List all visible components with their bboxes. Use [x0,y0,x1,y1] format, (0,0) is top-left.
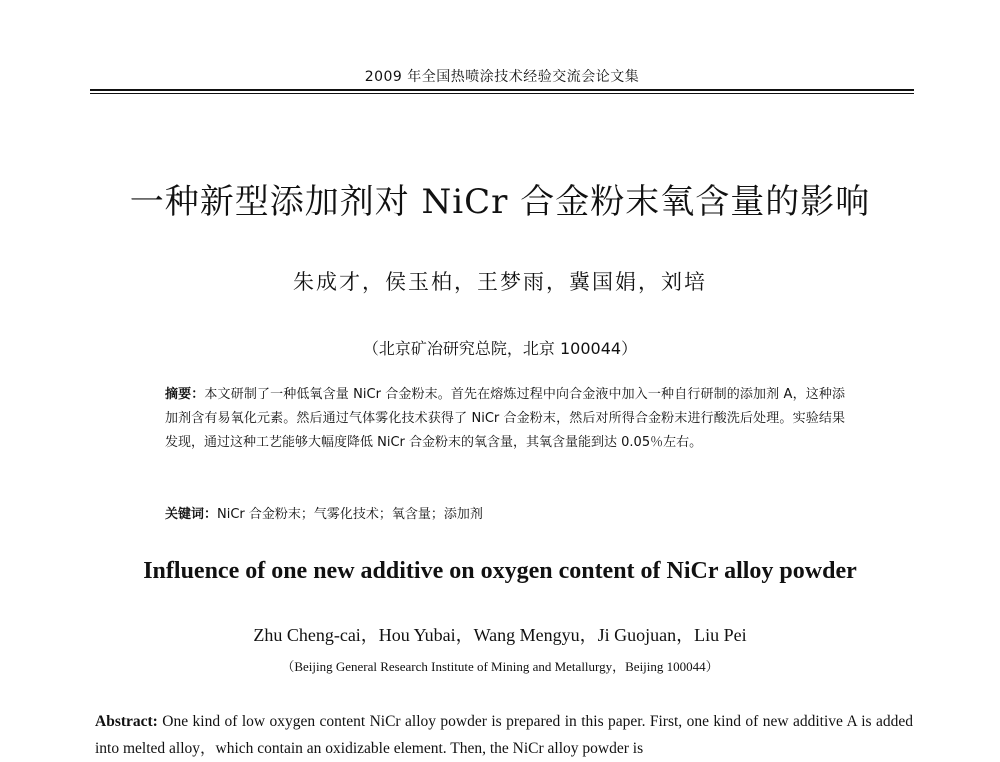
chinese-keywords-label: 关键词： [165,507,218,522]
english-authors: Zhu Cheng-cai，Hou Yubai，Wang Mengyu，Ji Guojuan，Liu Pei [253,625,747,645]
chinese-abstract [165,383,845,455]
chinese-keywords [165,503,845,527]
chinese-abstract-label: 摘要： [165,387,205,402]
running-header: 2009 年全国热喷涂技术经验交流会论文集 [364,69,640,85]
chinese-affiliation: （北京矿冶研究总院，北京 100044） [362,339,638,358]
english-title: Influence of one new additive on oxygen content of NiCr alloy powder [143,558,857,584]
english-abstract [95,708,913,762]
chinese-title: 一种新型添加剂对 NiCr 合金粉末氧含量的影响 [129,182,871,222]
english-affiliation: （Beijing General Research Institute of Mining and Metallurgy，Beijing 100044） [281,659,719,674]
header-rule [90,89,914,94]
chinese-authors: 朱成才，侯玉柏，王梦雨，冀国娟，刘培 [293,270,707,294]
english-abstract-text: One kind of low oxygen content NiCr alloy powder is prepared in this paper. First, one kind of new additive A is added into melted alloy，which contain an oxidizable element. Then, the NiCr alloy powder is [95,713,913,757]
chinese-keywords-text: NiCr 合金粉末；气雾化技术；氧含量；添加剂 [217,507,483,522]
english-abstract-label: Abstract: [95,713,158,730]
chinese-abstract-text: 本文研制了一种低氧含量 NiCr 合金粉末。首先在熔炼过程中向合金液中加入一种自行研制的添加剂 A，这种添加剂含有易氧化元素。然后通过气体雾化技术获得了 NiCr 合金粉末，然后对所得合金粉末进行酸洗后处理。实验结果发现，通过这种工艺能够大幅度降低 NiCr 合金粉末的氧含量，其氧含量能到达 0.05％左右。 [165,387,845,450]
